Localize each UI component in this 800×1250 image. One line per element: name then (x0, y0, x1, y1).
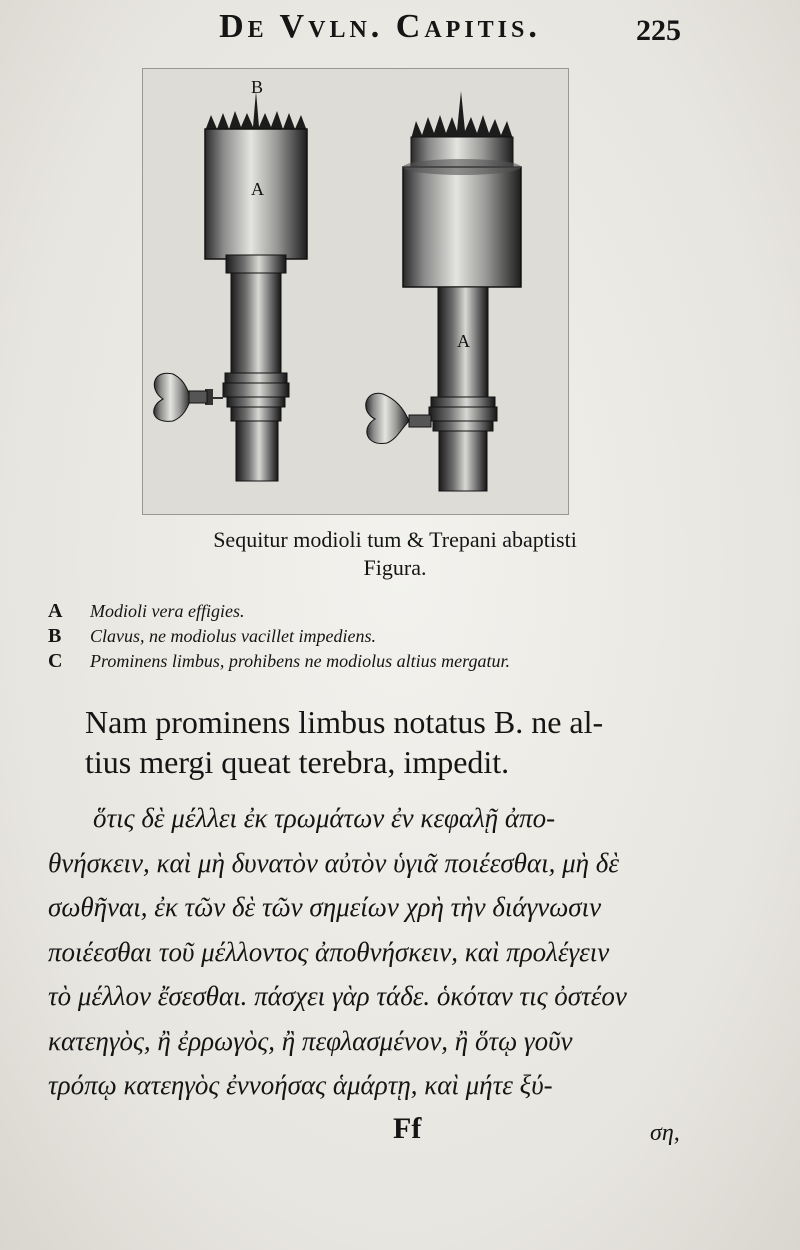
signature-mark: Ff (393, 1112, 422, 1145)
greek-paragraph (48, 796, 748, 1108)
legend-key: C (48, 650, 63, 672)
legend-text: Modioli vera effigies. (90, 601, 245, 621)
latin-line: Nam prominens limbus notatus B. ne al- (85, 704, 604, 740)
modiolus-right (366, 91, 521, 491)
greek-line: τὸ μέλλον ἔσεσθαι. πάσχει γὰρ τάδε. ὁκόταν τις ὀστέον (48, 981, 627, 1011)
legend-row-b (48, 625, 708, 650)
modiolus-left (154, 91, 307, 481)
greek-line: σωθῆναι, ἐκ τῶν δὲ τῶν σημείων χρὴ τὴν διάγνωσιν (48, 892, 602, 922)
catchword: ση, (650, 1120, 680, 1146)
greek-line: ποιέεσθαι τοῦ μέλλοντος ἀποθνήσκειν, καὶ προλέγειν (48, 936, 610, 967)
figure-caption-line-1: Sequitur modioli tum & Trepani abaptisti (213, 527, 577, 552)
plate-label-b: B (251, 77, 264, 97)
trepan-instruments-engraving (143, 69, 568, 514)
greek-line: θνήσκειν, καὶ μὴ δυνατὸν αὐτὸν ὑγιᾶ ποιέεσθαι, μὴ δὲ (48, 847, 619, 878)
greek-line: κατεηγὸς, ἢ ἐρρωγὸς, ἢ πεφλασμένον, ἢ ὅτῳ γοῦν (48, 1025, 573, 1056)
legend-key: A (48, 600, 63, 622)
plate-label-a-left: A (251, 179, 264, 199)
plate-label-a-right: A (457, 331, 470, 351)
greek-line: τρόπῳ κατεηγὸς ἐννοήσας ἁμάρτῃ, καὶ μήτε ξύ- (48, 1070, 553, 1100)
latin-line: tius mergi queat terebra, impedit. (85, 744, 510, 780)
engraving-plate (142, 68, 569, 515)
page-number: 225 (636, 14, 681, 47)
legend-row-c (48, 650, 708, 675)
greek-line: ὅτις δὲ μέλλει ἐκ τρωμάτων ἐν κεφαλῇ ἀπο- (93, 803, 556, 833)
figure-caption-line-2: Figura. (363, 555, 427, 580)
legend-key: B (48, 625, 62, 647)
legend-text: Clavus, ne modiolus vacillet impediens. (90, 626, 376, 646)
legend-text: Prominens limbus, prohibens ne modiolus altius mergatur. (90, 651, 511, 671)
legend-row-a (48, 600, 708, 625)
latin-paragraph (85, 702, 725, 782)
figure-legend (48, 600, 708, 675)
running-title: De Vvln. Capitis. (219, 8, 541, 45)
